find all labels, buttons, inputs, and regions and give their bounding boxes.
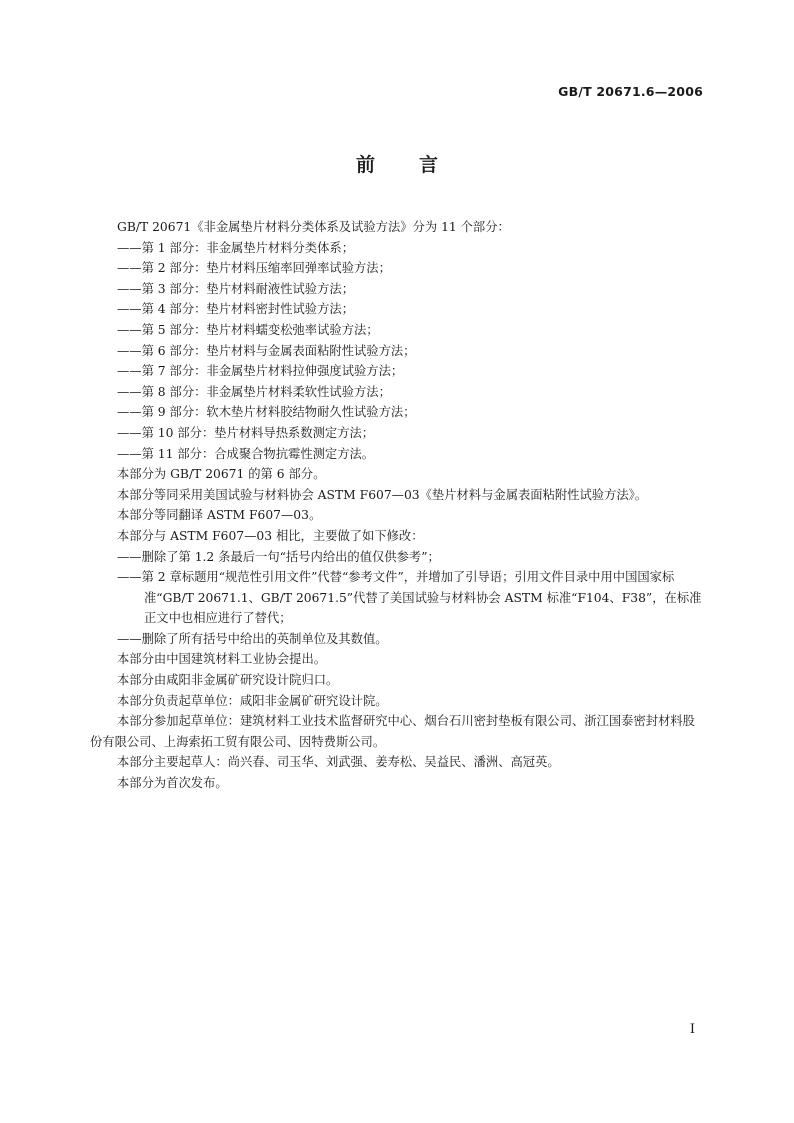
foreword-body [90,217,707,794]
part-list-item: ——第 3 部分：垫片材料耐液性试验方法； [117,281,354,296]
part-list-item: ——第 8 部分：非金属垫片材料柔软性试验方法； [117,384,391,399]
part-list-item: ——第 4 部分：垫片材料密封性试验方法； [117,302,354,317]
standard-code: GB/T 20671.6—2006 [558,84,703,99]
part-list-item: ——第 1 部分：非金属垫片材料分类体系； [117,240,354,255]
statement-line: 本部分等同采用美国试验与材料协会 ASTM F607—03《垫片材料与金属表面粘附性试验方法》。 [117,487,648,502]
statement-line: 本部分负责起草单位：咸阳非金属矿研究设计院。 [117,693,388,708]
statement-line: 本部分为首次发布。 [117,776,228,791]
part-list-item: ——第 5 部分：垫片材料蠕变松弛率试验方法； [117,322,379,337]
statement-line: 本部分等同翻译 ASTM F607—03。 [117,508,322,523]
part-list-item: ——第 7 部分：非金属垫片材料拉伸强度试验方法； [117,364,404,379]
page-number: I [689,1022,695,1037]
statement-line: 本部分主要起草人：尚兴春、司玉华、刘武强、姜寿松、吴益民、潘洲、高冠英。 [117,755,560,770]
page-title: 前言 [355,154,482,176]
statement-line: 本部分由咸阳非金属矿研究设计院归口。 [117,673,339,688]
statement-line: 本部分为 GB/T 20671 的第 6 部分。 [117,467,326,482]
intro-line: GB/T 20671《非金属垫片材料分类体系及试验方法》分为 11 个部分： [117,220,510,234]
modification-item: ——删除了第 1.2 条最后一句“括号内给出的值仅供参考”； [117,549,440,564]
part-list-item: ——第 10 部分：垫片材料导热系数测定方法； [117,425,375,440]
part-list-item: ——第 6 部分：垫片材料与金属表面粘附性试验方法； [117,343,416,358]
modification-item: ——第 2 章标题用“规范性引用文件”代替“参考文件”，并增加了引导语；引用文件目录中用中国国家标准“GB/T 20671.1、GB/T 20671.5”代替了美国试验与材料协会 ASTM 标准“F104、F38”，在标准正文中也相应进行了替代； [117,570,702,626]
statement-paragraph: 本部分参加起草单位：建筑材料工业技术监督研究中心、烟台石川密封垫板有限公司、浙江国泰密封材料股份有限公司、上海索拓工贸有限公司、因特费斯公司。 [90,714,695,749]
part-list-item: ——第 11 部分：合成聚合物抗霉性测定方法。 [117,446,375,461]
part-list-item: ——第 2 部分：垫片材料压缩率回弹率试验方法； [117,261,391,276]
statement-line: 本部分与 ASTM F607—03 相比，主要做了如下修改： [117,528,424,543]
part-list-item: ——第 9 部分：软木垫片材料胶结物耐久性试验方法； [117,405,416,420]
modification-item: ——删除了所有括号中给出的英制单位及其数值。 [117,631,388,646]
statement-line: 本部分由中国建筑材料工业协会提出。 [117,652,327,667]
